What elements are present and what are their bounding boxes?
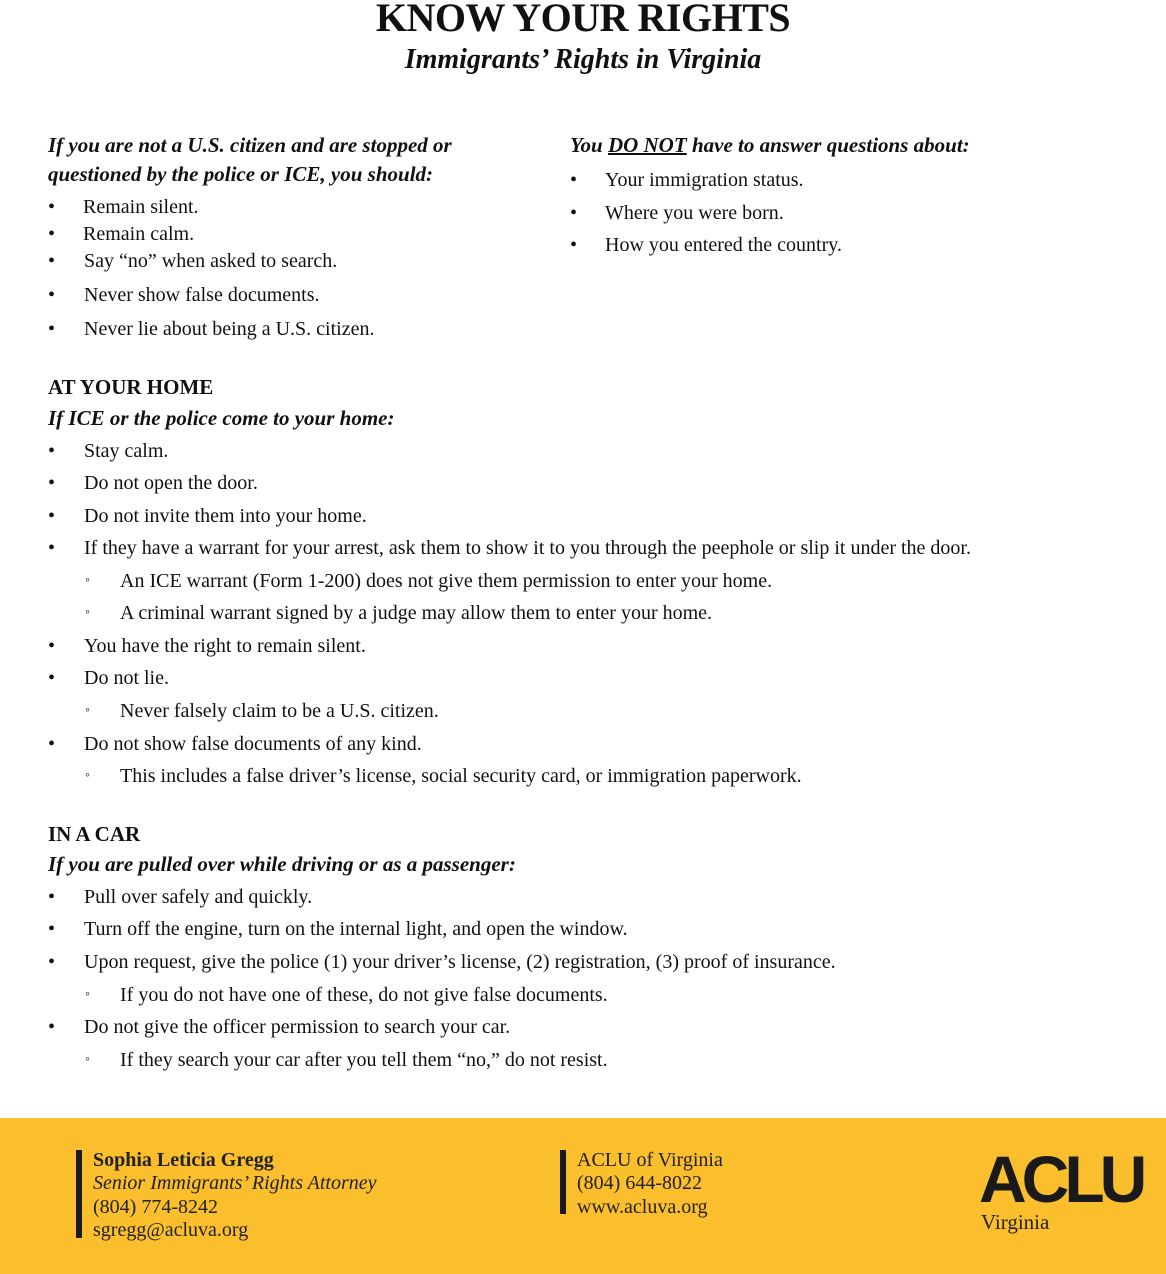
stopped-item: Remain silent. [83, 196, 199, 218]
sub-bullet-icon: ◦ [85, 1052, 90, 1067]
home-item: You have the right to remain silent. [84, 635, 366, 657]
car-item: Pull over safely and quickly. [84, 886, 313, 908]
questions-lead-emphasis: DO NOT [607, 133, 687, 157]
contact-role: Senior Immigrants’ Rights Attorney [93, 1172, 377, 1194]
questions-lead-suffix: have to answer questions about: [686, 133, 970, 157]
home-subitem: This includes a false driver’s license, social security card, or immigration paperwork. [120, 765, 802, 787]
bullet-icon: • [48, 250, 56, 272]
contact-name: Sophia Leticia Gregg [93, 1149, 274, 1171]
bullet-icon: • [48, 667, 56, 689]
stopped-lead [48, 131, 452, 189]
stopped-lead-line-2: questioned by the police or ICE, you should: [48, 162, 434, 186]
home-subitem: An ICE warrant (Form 1-200) does not give them permission to enter your home. [120, 570, 773, 592]
bullet-icon: • [48, 537, 56, 559]
bullet-icon: • [48, 440, 56, 462]
car-item: Turn off the engine, turn on the internal light, and open the window. [84, 918, 628, 940]
bullet-icon: • [48, 918, 56, 940]
home-item: Do not invite them into your home. [84, 505, 367, 527]
page-subtitle: Immigrants’ Rights in Virginia [404, 44, 762, 75]
home-lead: If ICE or the police come to your home: [48, 406, 395, 430]
bullet-icon: • [570, 169, 578, 191]
bullet-icon: • [48, 284, 56, 306]
stopped-item: Say “no” when asked to search. [84, 250, 338, 272]
org-website-link[interactable]: www.acluva.org [577, 1196, 708, 1218]
bullet-icon: • [48, 223, 56, 245]
bullet-icon: • [48, 635, 56, 657]
home-item: Do not show false documents of any kind. [84, 733, 422, 755]
bullet-icon: • [48, 505, 56, 527]
page-title: KNOW YOUR RIGHTS [375, 0, 791, 40]
home-subitem: A criminal warrant signed by a judge may allow them to enter your home. [120, 602, 713, 624]
stopped-lead-line-1: If you are not a U.S. citizen and are stopped or [48, 133, 452, 157]
home-item: Stay calm. [84, 440, 169, 462]
home-item: Do not lie. [84, 667, 169, 689]
stopped-item: Remain calm. [83, 223, 195, 245]
home-subitem: Never falsely claim to be a U.S. citizen. [120, 700, 439, 722]
contact-phone: (804) 774-8242 [93, 1196, 218, 1218]
org-name: ACLU of Virginia [577, 1149, 723, 1171]
questions-lead-prefix: You [570, 133, 608, 157]
sub-bullet-icon: ◦ [85, 703, 90, 718]
bullet-icon: • [48, 1016, 56, 1038]
home-heading: AT YOUR HOME [48, 375, 214, 399]
car-item: Do not give the officer permission to search your car. [84, 1016, 511, 1038]
bullet-icon: • [48, 472, 56, 494]
sub-bullet-icon: ◦ [85, 605, 90, 620]
bullet-icon: • [48, 318, 56, 340]
questions-item: Where you were born. [605, 202, 784, 224]
bullet-icon: • [570, 234, 578, 256]
home-item: Do not open the door. [84, 472, 258, 494]
bullet-icon: • [48, 733, 56, 755]
stopped-item: Never lie about being a U.S. citizen. [84, 318, 375, 340]
sub-bullet-icon: ◦ [85, 768, 90, 783]
questions-lead [570, 131, 970, 160]
home-item: If they have a warrant for your arrest, ask them to show it to you through the peephole or slip it under the door. [84, 537, 971, 559]
sub-bullet-icon: ◦ [85, 987, 90, 1002]
bullet-icon: • [48, 951, 56, 973]
org-phone: (804) 644-8022 [577, 1172, 702, 1194]
sub-bullet-icon: ◦ [85, 573, 90, 588]
stopped-item: Never show false documents. [84, 284, 320, 306]
car-item: Upon request, give the police (1) your driver’s license, (2) registration, (3) proof of insurance. [84, 951, 836, 973]
aclu-logo-subtitle: Virginia [981, 1210, 1050, 1234]
car-heading: IN A CAR [48, 822, 141, 846]
bullet-icon: • [48, 886, 56, 908]
bullet-icon: • [48, 196, 56, 218]
contact-email-link[interactable]: sgregg@acluva.org [93, 1219, 249, 1241]
car-subitem: If you do not have one of these, do not give false documents. [120, 984, 608, 1006]
footer-divider [560, 1150, 566, 1214]
bullet-icon: • [570, 202, 578, 224]
footer-divider [76, 1150, 82, 1238]
car-subitem: If they search your car after you tell them “no,” do not resist. [120, 1049, 608, 1071]
aclu-logo: ACLU [979, 1142, 1143, 1216]
car-lead: If you are pulled over while driving or as a passenger: [48, 852, 516, 876]
questions-item: How you entered the country. [605, 234, 842, 256]
questions-item: Your immigration status. [605, 169, 804, 191]
